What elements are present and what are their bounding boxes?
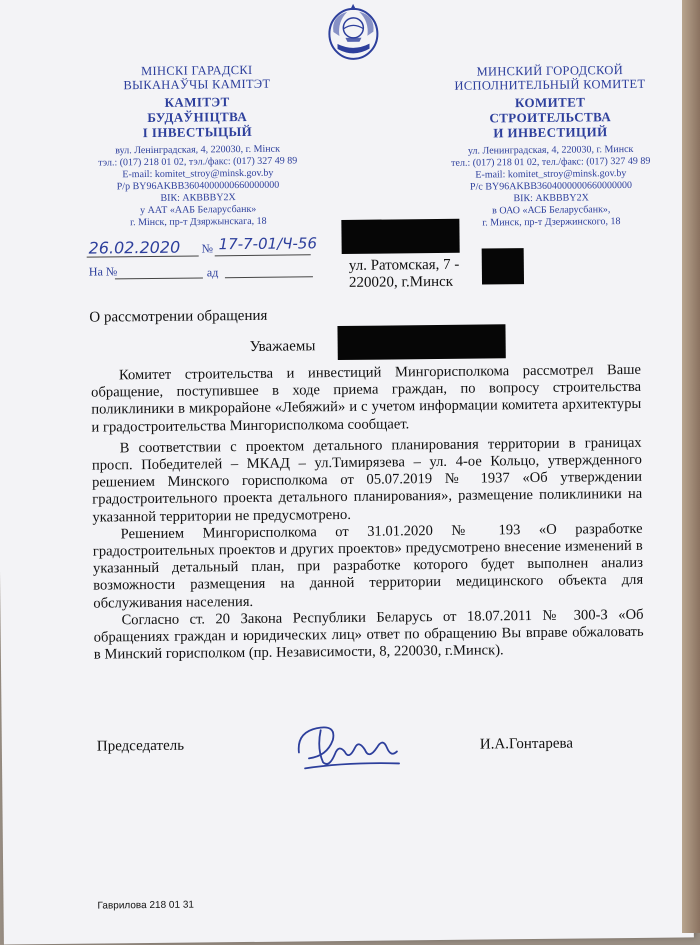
dept-name-be-2: БУДАЎНІЦТВА	[147, 108, 248, 126]
dept-name-be-1: КАМІТЭТ	[164, 94, 230, 110]
reg-date-handwritten: 26.02.2020	[88, 237, 181, 258]
recipient-city: 220020, г.Минск	[348, 273, 454, 291]
dept-name-ru-2: СТРОИТЕЛЬСТВА	[489, 109, 612, 126]
greeting: Уважаемы	[249, 338, 316, 355]
account-be: Р/р BY96AKBB3604000000660000000	[116, 179, 280, 193]
address-be: вул. Ленінградская, 4, 220030, г. Мінск	[115, 143, 280, 157]
redacted-apartment	[482, 248, 524, 284]
org-name-ru-1: МИНСКИЙ ГОРОДСКОЙ	[476, 63, 624, 79]
phone-ru: тел.: (017) 218 01 02, тел./факс: (017) 327 49 89	[451, 155, 651, 169]
letter-body	[91, 362, 644, 664]
header-left	[87, 62, 309, 229]
org-name-ru-2: ИСПОЛНИТЕЛЬНЫЙ КОМИТЕТ	[454, 76, 646, 93]
header-right	[435, 63, 667, 230]
belarus-emblem-icon	[325, 2, 382, 63]
bank-ru: в ОАО «АСБ Беларусбанк»,	[492, 204, 611, 217]
dept-name-be-3: І ІНВЕСТЫЦЫЙ	[142, 123, 253, 141]
org-name-be-2: ВЫКАНАЎЧЫ КАМІТЭТ	[123, 76, 271, 93]
reg-number-handwritten: 17-7-01/Ч-56	[218, 234, 318, 254]
body-paragraph-2: В соответствии с проектом детального планирования территории в границах просп. Победителей – МКАД – ул.Тимирязева – ул. 4-ое Кольцо, утвержденного решением Минского горисполкома от 05.07.2019 № 1937 «Об утверждении градостроительного проекта детального планирования», размещение поликлиники на указанной территории не предусмотрено.	[91, 434, 643, 526]
from-label: ад	[206, 265, 219, 280]
bank-be: у ААТ «ААБ Беларусбанк»	[140, 203, 257, 217]
background-surface	[682, 0, 700, 933]
body-paragraph-1: Комитет строительства и инвестиций Мингорисполкома рассмотрел Ваше обращение, поступившее в ходе приема граждан, по вопросу строительства поликлиники в микрорайоне «Лебяжий» и с учетом информации комитета архитектуры и градостроительства Мингорисполкома сообщает.	[91, 361, 642, 436]
on-no-label: На №	[88, 264, 118, 279]
bik-ru: ВІК: АКВВВY2Х	[513, 192, 589, 205]
bank-addr-be: г. Мінск, пр-т Дзяржынскага, 18	[130, 215, 267, 229]
redacted-recipient-name	[341, 219, 459, 254]
body-paragraph-3: Решением Мингорисполкома от 31.01.2020 № 193 «О разработке градостроительных проектов и других проектов» предусмотрено внесение изменений в указанный детальный план, при разработке которого будет выполнен анализ возможности размещения на данной территории медицинского объекта для обслуживания населения.	[92, 520, 644, 612]
org-name-be-1: МІНСКІ ГАРАДСКІ	[140, 62, 253, 79]
on-no-underline	[115, 277, 203, 279]
bik-be: ВІК: АКВВВY2Х	[160, 192, 236, 204]
email-be: E-mail: komitet_stroy@minsk.gov.by	[122, 167, 274, 181]
from-underline	[225, 276, 313, 278]
signer-name: И.А.Гонтарева	[479, 735, 574, 753]
address-ru: ул. Ленинградская, 4, 220030, г. Минск	[467, 143, 634, 157]
reg-no-label: №	[201, 241, 214, 256]
dept-name-ru-1: КОМИТЕТ	[514, 94, 586, 111]
recipient-street: ул. Ратомская, 7 -	[348, 256, 460, 274]
account-ru: Р/с BY96AKBB3604000000660000000	[469, 179, 633, 193]
email-ru: E-mail: komitet_stroy@minsk.gov.by	[475, 168, 627, 181]
signer-title: Председатель	[96, 737, 185, 755]
redacted-greeting-name	[337, 324, 505, 360]
letter-subject: О рассмотрении обращения	[89, 307, 268, 326]
date-underline	[87, 255, 199, 257]
handwritten-signature	[287, 717, 408, 778]
body-paragraph-4: Согласно ст. 20 Закона Республики Беларусь от 18.07.2011 № 300-З «Об обращениях граждан и юридических лиц» ответ по обращению Вы вправе обжаловать в Минский горисполком (пр. Независимости, 8, 220030, г.Минск).	[93, 606, 644, 663]
phone-be: тэл.: (017) 218 01 02, тэл./факс: (017) 327 49 89	[98, 155, 298, 169]
bank-addr-ru: г. Минск, пр-т Дзержинского, 18	[482, 216, 621, 229]
footer-executor: Гаврилова 218 01 31	[97, 899, 194, 912]
dept-name-ru-3: И ИНВЕСТИЦИЙ	[493, 124, 608, 141]
number-underline	[215, 254, 311, 256]
